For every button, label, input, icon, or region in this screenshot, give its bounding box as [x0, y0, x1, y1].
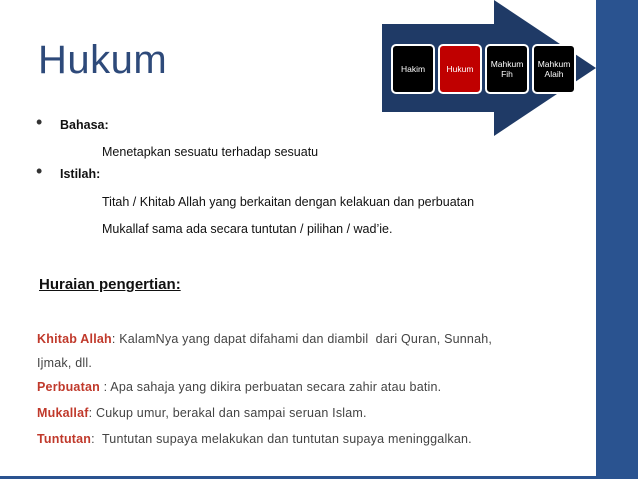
right-accent-bar: [596, 0, 638, 479]
slide-title: Hukum: [38, 38, 168, 82]
diagram-box-mahkum-alaih: Mahkum Alaih: [532, 44, 576, 94]
definition-mukallaf: Mukallaf: Cukup umur, berakal dan sampai seruan Islam.: [37, 406, 367, 420]
diagram-box-hukum: Hukum: [438, 44, 482, 94]
istilah-definition-line-2: Mukallaf sama ada secara tuntutan / pilihan / wad’ie.: [102, 222, 393, 236]
definition-perbuatan: Perbuatan : Apa sahaja yang dikira perbuatan secara zahir atau batin.: [37, 380, 442, 394]
istilah-definition-line-1: Titah / Khitab Allah yang berkaitan dengan kelakuan dan perbuatan: [102, 195, 475, 209]
diagram-box-hakim: Hakim: [391, 44, 435, 94]
bullet-label-bahasa: Bahasa:: [60, 118, 109, 132]
bahasa-definition: Menetapkan sesuatu terhadap sesuatu: [102, 145, 319, 159]
bullet-dot: •: [36, 112, 43, 132]
definition-khitab-allah: Khitab Allah: KalamNya yang dapat difahami dan diambil dari Quran, Sunnah,: [37, 332, 493, 346]
bullet-label-istilah: Istilah:: [60, 167, 101, 181]
huraian-heading: Huraian pengertian:: [39, 276, 181, 293]
bullet-dot: •: [36, 161, 43, 181]
definition-khitab-allah-cont: Ijmak, dll.: [37, 356, 92, 370]
diagram-box-mahkum-fih: Mahkum Fih: [485, 44, 529, 94]
definition-tuntutan: Tuntutan: Tuntutan supaya melakukan dan tuntutan supaya meninggalkan.: [37, 432, 472, 446]
